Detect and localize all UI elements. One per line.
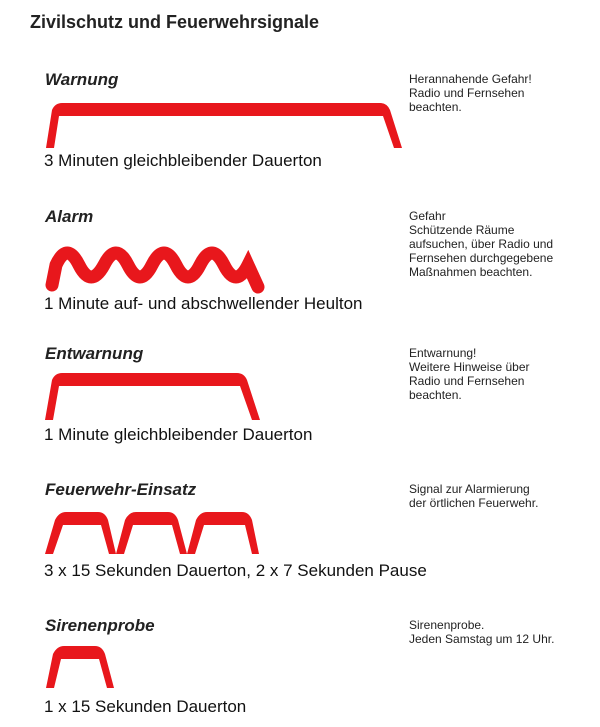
signal-note (409, 72, 594, 114)
signal-note (409, 482, 594, 510)
signal-note-line: Schützende Räume (409, 223, 515, 237)
signal-name: Feuerwehr-Einsatz (45, 480, 197, 499)
signal-note-line: Weitere Hinweise über (409, 360, 530, 374)
signal-description: 3 Minuten gleichbleibender Dauerton (44, 151, 322, 170)
signal-note-line: Radio und Fernsehen (409, 86, 525, 100)
signal-name: Sirenenprobe (45, 616, 155, 635)
signal-note (409, 618, 594, 646)
signal-note-line: der örtlichen Feuerwehr. (409, 496, 539, 510)
tone-burst (187, 512, 259, 554)
signal-note-line: Entwarnung! (409, 346, 477, 360)
signal-note-line: Maßnahmen beachten. (409, 265, 533, 279)
signal-name: Warnung (45, 70, 119, 89)
tone-bar (46, 103, 402, 148)
wailing-tone (52, 253, 258, 287)
page-title: Zivilschutz und Feuerwehrsignale (30, 12, 320, 32)
tone-burst (46, 646, 114, 688)
signal-note-line: beachten. (409, 100, 462, 114)
signal-note (409, 346, 594, 402)
signal-name: Alarm (45, 207, 94, 226)
tone-bar (45, 373, 260, 420)
signal-description: 1 Minute gleichbleibender Dauerton (44, 425, 313, 444)
signal-note-line: Jeden Samstag um 12 Uhr. (409, 632, 555, 646)
signal-description: 3 x 15 Sekunden Dauerton, 2 x 7 Sekunden Pause (44, 561, 427, 580)
signal-note-line: Gefahr (409, 209, 446, 223)
signal-note-line: Sirenenprobe. (409, 618, 485, 632)
signal-note-line: aufsuchen, über Radio und (409, 237, 554, 251)
signal-description: 1 x 15 Sekunden Dauerton (44, 697, 247, 716)
signal-note (409, 209, 594, 279)
signal-note-line: Fernsehen durchgegebene (409, 251, 554, 265)
signal-note-line: Signal zur Alarmierung (409, 482, 530, 496)
signal-note-line: Herannahende Gefahr! (409, 72, 532, 86)
tone-burst (45, 512, 116, 554)
signal-note-line: Radio und Fernsehen (409, 374, 525, 388)
tone-burst (116, 512, 187, 554)
signal-description: 1 Minute auf- und abschwellender Heulton (44, 294, 363, 313)
signal-note-line: beachten. (409, 388, 462, 402)
signal-name: Entwarnung (45, 344, 144, 363)
